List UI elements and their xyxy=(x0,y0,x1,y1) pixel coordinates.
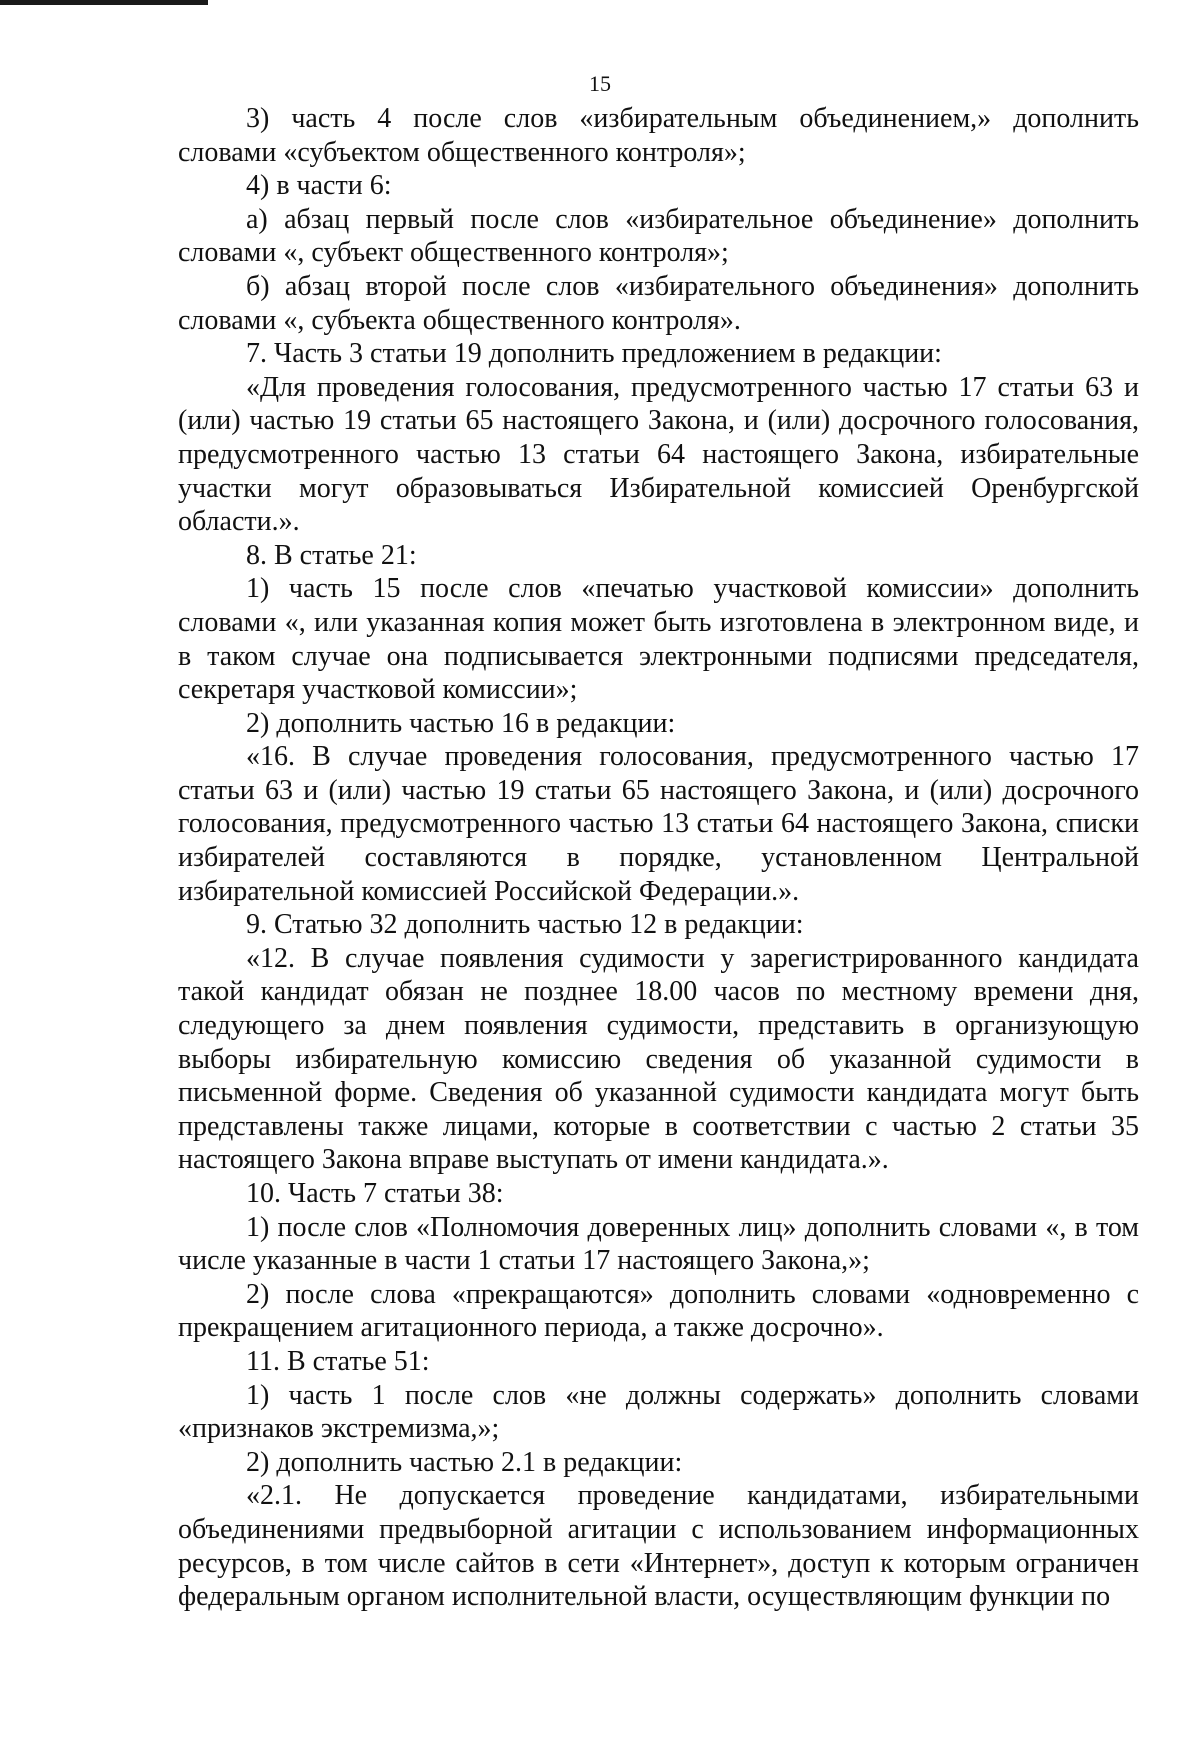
paragraph: «16. В случае проведения голосования, предусмотренного частью 17 статьи 63 и (или) частью 19 статьи 65 настоящего Закона, и (или) досрочного голосования, предусмотренного частью 13 статьи 64 настоящего Закона, списки избирателей составляются в порядке, установленном Центральной избирательной комиссией Российской Федерации.». xyxy=(178,741,1139,907)
paragraph: 1) после слов «Полномочия доверенных лиц» дополнить словами «, в том числе указанные в части 1 статьи 17 настоящего Закона,»; xyxy=(178,1211,1139,1277)
paragraph: «2.1. Не допускается проведение кандидатами, избирательными объединениями предвыборной агитации с использованием информационных ресурсов, в том числе сайтов в сети «Интернет», доступ к которым ограничен федеральным органом исполнительной власти, осуществляющим функции по xyxy=(178,1480,1139,1613)
paragraph: «12. В случае появления судимости у зарегистрированного кандидата такой кандидат обязан не позднее 18.00 часов по местному времени дня, следующего за днем появления судимости, представить в организующую выборы избирательную комиссию сведения об указанной судимости в письменной форме. Сведения об указанной судимости кандидата могут быть представлены также лицами, которые в соответствии с частью 2 статьи 35 настоящего Закона вправе выступать от имени кандидата.». xyxy=(178,942,1139,1176)
paragraph: 10. Часть 7 статьи 38: xyxy=(246,1178,504,1209)
document-body xyxy=(178,102,1139,1614)
paragraph: 9. Статью 32 дополнить частью 12 в редакции: xyxy=(246,909,804,941)
scan-edge-mark xyxy=(0,0,208,5)
page-number: 15 xyxy=(589,71,611,96)
paragraph: 2) дополнить частью 2.1 в редакции: xyxy=(246,1446,683,1478)
paragraph: б) абзац второй после слов «избирательного объединения» дополнить словами «, субъекта общественного контроля». xyxy=(178,270,1139,336)
paragraph: 2) после слова «прекращаются» дополнить словами «одновременно с прекращением агитационного периода, а также досрочно». xyxy=(178,1278,1139,1344)
paragraph: 3) часть 4 после слов «избирательным объединением,» дополнить словами «субъектом общественного контроля»; xyxy=(178,103,1139,168)
paragraph: 1) часть 15 после слов «печатью участковой комиссии» дополнить словами «, или указанная копия может быть изготовлена в электронном виде, и в таком случае она подписывается электронными подписями председателя, секретаря участковой комиссии»; xyxy=(178,573,1139,706)
paragraph: 7. Часть 3 статьи 19 дополнить предложением в редакции: xyxy=(246,338,942,370)
paragraph: 11. В статье 51: xyxy=(246,1345,430,1377)
paragraph: 4) в части 6: xyxy=(246,170,392,202)
paragraph: а) абзац первый после слов «избирательное объединение» дополнить словами «, субъект общественного контроля»; xyxy=(178,203,1139,269)
paragraph: 8. В статье 21: xyxy=(246,539,417,571)
paragraph: 2) дополнить частью 16 в редакции: xyxy=(246,707,676,739)
paragraph: 1) часть 1 после слов «не должны содержать» дополнить словами «признаков экстремизма,»; xyxy=(178,1379,1139,1445)
paragraph: «Для проведения голосования, предусмотренного частью 17 статьи 63 и (или) частью 19 статьи 65 настоящего Закона, и (или) досрочного голосования, предусмотренного частью 13 статьи 64 настоящего Закона, избирательные участки могут образовываться Избирательной комиссией Оренбургской области.». xyxy=(178,371,1139,538)
